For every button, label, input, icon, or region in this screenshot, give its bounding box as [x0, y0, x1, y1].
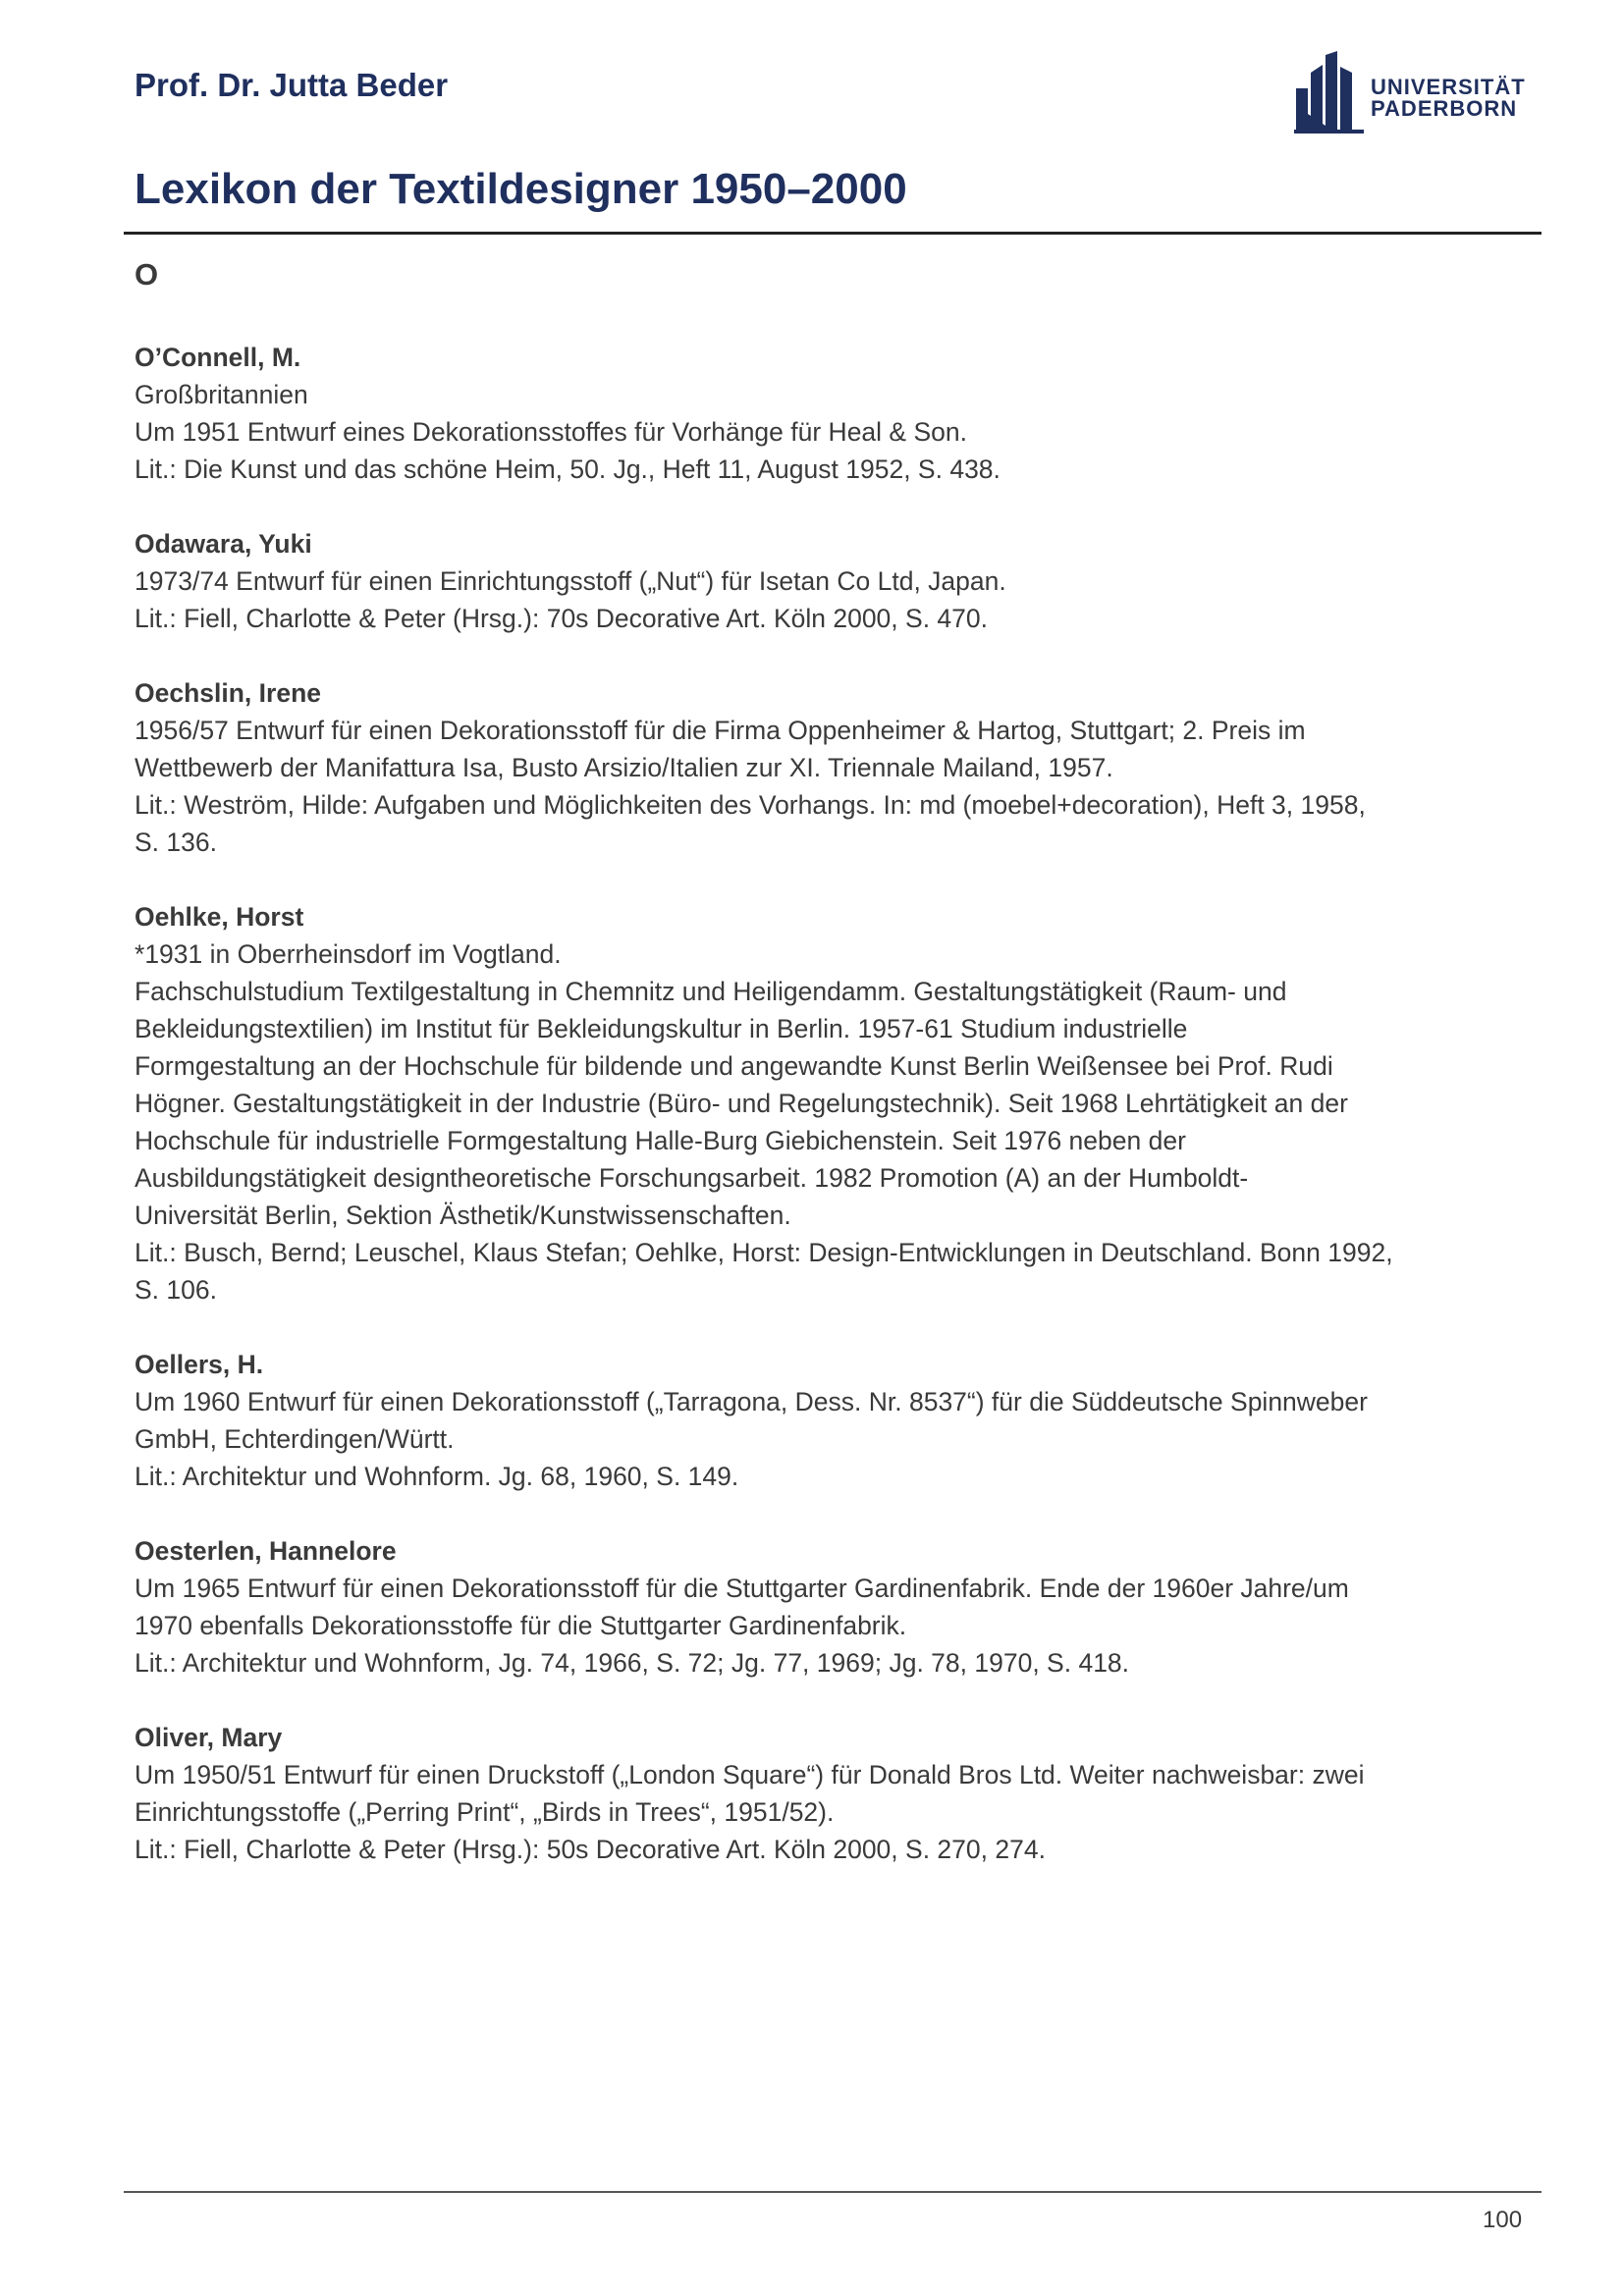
entry-text-line: Um 1950/51 Entwurf für einen Druckstoff („London Square“) für Donald Bros Ltd. Weiter nachweisbar: zwei: [135, 1760, 1365, 1789]
entry-text-line: Um 1951 Entwurf eines Dekorationsstoffes für Vorhänge für Heal & Son.: [135, 417, 967, 447]
entry-text-line: 1970 ebenfalls Dekorationsstoffe für die Stuttgarter Gardinenfabrik.: [135, 1611, 907, 1640]
entry-name: Oechslin, Irene: [135, 678, 321, 708]
entry-block: [135, 1346, 1509, 1495]
entry-text-line: Lit.: Fiell, Charlotte & Peter (Hrsg.): 70s Decorative Art. Köln 2000, S. 470.: [135, 604, 989, 633]
entry-block: [135, 1719, 1509, 1868]
entry-block: [135, 1532, 1509, 1682]
author-name: Prof. Dr. Jutta Beder: [135, 67, 449, 103]
page-number: 100: [1483, 2207, 1523, 2233]
entry-block: [135, 525, 1509, 637]
entry-block: [135, 898, 1509, 1308]
logo-line-2: PADERBORN: [1371, 96, 1518, 121]
entry-name: Oesterlen, Hannelore: [135, 1536, 397, 1566]
entry-name: O’Connell, M.: [135, 343, 301, 372]
entry-text-line: Lit.: Busch, Bernd; Leuschel, Klaus Stefan; Oehlke, Horst: Design-Entwicklungen in Deutschland. Bonn 1992,: [135, 1238, 1393, 1267]
university-logo: [1292, 51, 1538, 135]
entry-text-line: Högner. Gestaltungstätigkeit in der Industrie (Büro- und Regelungstechnik). Seit 1968 Lehrtätigkeit an der: [135, 1089, 1348, 1118]
title-divider: [124, 232, 1542, 235]
entry-text-line: Lit.: Architektur und Wohnform, Jg. 74, 1966, S. 72; Jg. 77, 1969; Jg. 78, 1970, S. 418.: [135, 1648, 1130, 1678]
entry-text-line: Um 1965 Entwurf für einen Dekorationsstoff für die Stuttgarter Gardinenfabrik. Ende der 1960er Jahre/um: [135, 1574, 1349, 1603]
entry-text-line: Lit.: Architektur und Wohnform. Jg. 68, 1960, S. 149.: [135, 1462, 739, 1491]
entry-text-line: Fachschulstudium Textilgestaltung in Chemnitz und Heiligendamm. Gestaltungstätigkeit (Raum- und: [135, 977, 1287, 1006]
entry-text-line: Hochschule für industrielle Formgestaltung Halle-Burg Giebichenstein. Seit 1976 neben der: [135, 1126, 1186, 1155]
document-title: Lexikon der Textildesigner 1950–2000: [135, 165, 907, 213]
entry-name: Odawara, Yuki: [135, 529, 312, 559]
entry-text-line: Lit.: Die Kunst und das schöne Heim, 50. Jg., Heft 11, August 1952, S. 438.: [135, 454, 1001, 484]
footer-divider: [124, 2191, 1542, 2193]
entries-list: [135, 339, 1509, 1905]
entry-text-line: Bekleidungstextilien) im Institut für Bekleidungskultur in Berlin. 1957-61 Studium industrielle: [135, 1014, 1188, 1043]
entry-text-line: Lit.: Weström, Hilde: Aufgaben und Möglichkeiten des Vorhangs. In: md (moebel+decoration), Heft 3, 1958,: [135, 790, 1366, 820]
entry-text-line: GmbH, Echterdingen/Württ.: [135, 1424, 455, 1454]
entry-text-line: Ausbildungstätigkeit designtheoretische Forschungsarbeit. 1982 Promotion (A) an der Humboldt-: [135, 1163, 1249, 1193]
entry-text-line: Lit.: Fiell, Charlotte & Peter (Hrsg.): 50s Decorative Art. Köln 2000, S. 270, 274.: [135, 1835, 1046, 1864]
university-paderborn-logo-icon: [1292, 51, 1366, 135]
entry-text-line: 1973/74 Entwurf für einen Einrichtungsstoff („Nut“) für Isetan Co Ltd, Japan.: [135, 566, 1006, 596]
entry-text-line: 1956/57 Entwurf für einen Dekorationsstoff für die Firma Oppenheimer & Hartog, Stuttgart; 2. Preis im: [135, 716, 1306, 745]
entry-name: Oehlke, Horst: [135, 902, 304, 932]
entry-name: Oliver, Mary: [135, 1723, 283, 1752]
entry-text-line: Großbritannien: [135, 380, 308, 409]
entry-text-line: Wettbewerb der Manifattura Isa, Busto Arsizio/Italien zur XI. Triennale Mailand, 1957.: [135, 753, 1113, 782]
entry-name: Oellers, H.: [135, 1350, 264, 1379]
logo-line-1: UNIVERSITÄT: [1371, 75, 1526, 99]
entry-block: [135, 339, 1509, 488]
entry-text-line: S. 136.: [135, 828, 217, 857]
entry-block: [135, 674, 1509, 861]
entry-text-line: Universität Berlin, Sektion Ästhetik/Kunstwissenschaften.: [135, 1201, 791, 1230]
entry-text-line: Formgestaltung an der Hochschule für bildende und angewandte Kunst Berlin Weißensee bei Prof. Rudi: [135, 1051, 1333, 1081]
entry-text-line: Einrichtungsstoffe („Perring Print“, „Birds in Trees“, 1951/52).: [135, 1797, 835, 1827]
entry-text-line: S. 106.: [135, 1275, 217, 1305]
entry-text-line: Um 1960 Entwurf für einen Dekorationsstoff („Tarragona, Dess. Nr. 8537“) für die Süddeutsche Spinnweber: [135, 1387, 1368, 1416]
entry-text-line: *1931 in Oberrheinsdorf im Vogtland.: [135, 939, 562, 969]
section-letter: O: [135, 257, 159, 292]
logo-text: [1371, 77, 1526, 120]
